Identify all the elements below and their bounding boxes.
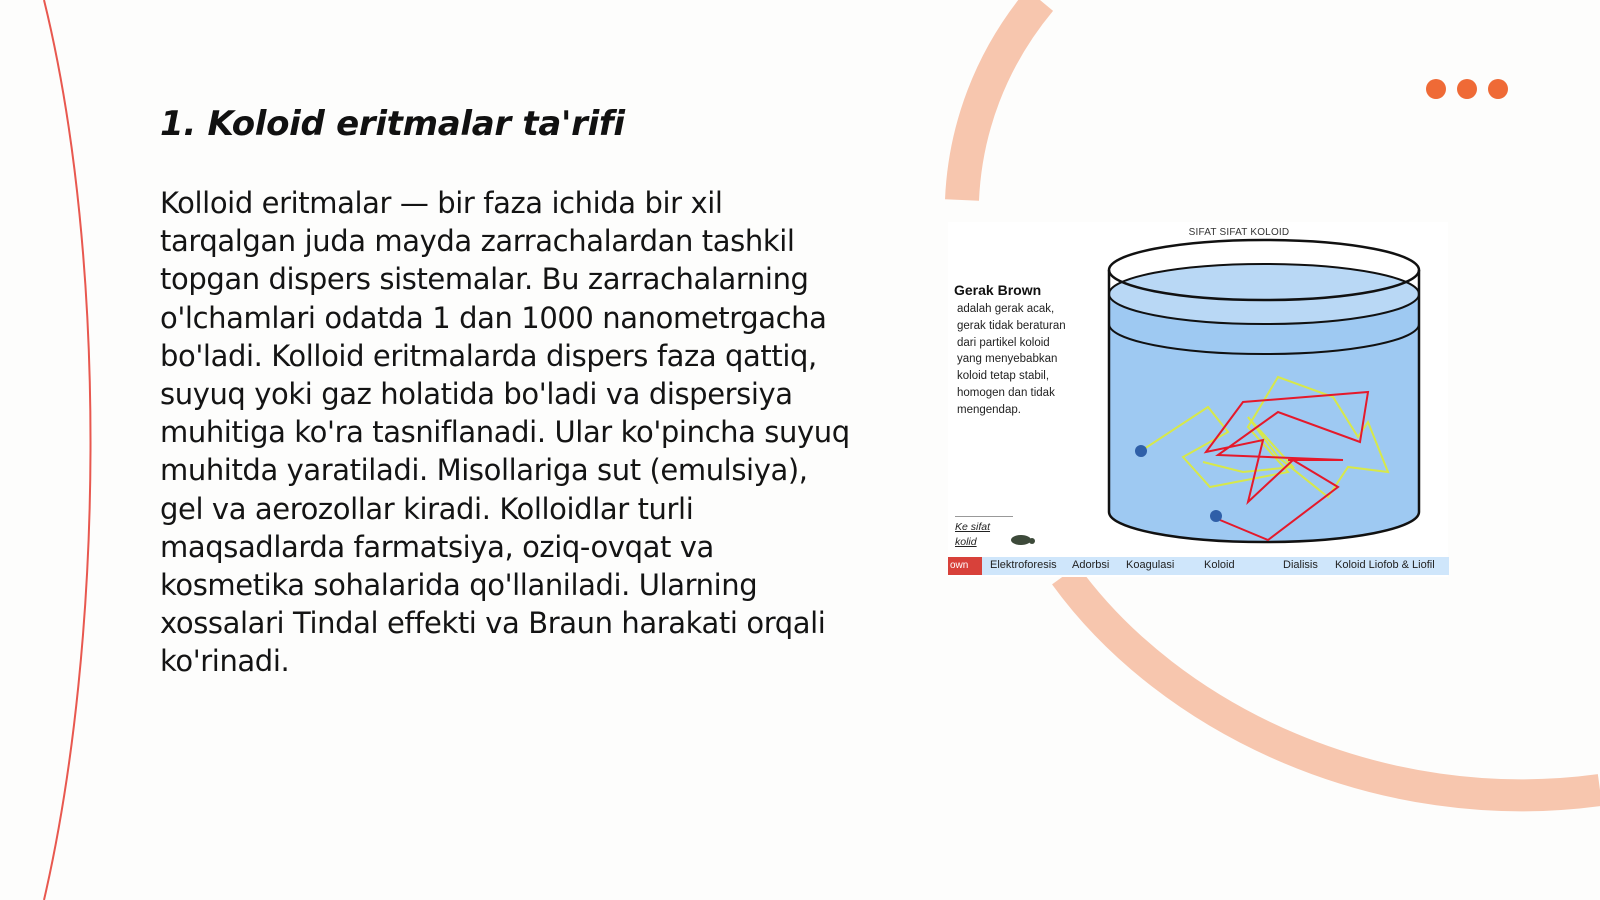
figure-side-text: adalah gerak acak, gerak tidak beraturan dari partikel koloid yang menyebabkan koloid tetap stabil, homogen dan tidak mengendap. xyxy=(957,303,1066,416)
brownian-motion-figure xyxy=(948,222,1448,577)
turtle-icon xyxy=(1008,532,1036,546)
bottom-arc-decoration xyxy=(1065,575,1600,795)
orange-dot-icon xyxy=(1426,79,1446,99)
left-red-curve xyxy=(44,0,91,900)
slide-title: 1. Koloid eritmalar ta'rifi xyxy=(160,104,625,144)
figure-tab-bar xyxy=(948,557,1449,575)
tab-koloid[interactable]: Koloid xyxy=(1204,559,1235,571)
tab-koloid-liofob-liofil[interactable]: Koloid Liofob & Liofil xyxy=(1335,559,1435,571)
beaker-illustration xyxy=(948,222,1448,557)
tab-elektroforesis[interactable]: Elektroforesis xyxy=(990,559,1057,571)
particle-icon xyxy=(1135,445,1147,457)
particle-icon xyxy=(1210,510,1222,522)
tab-adorbsi[interactable]: Adorbsi xyxy=(1072,559,1110,571)
tab-own[interactable]: own xyxy=(948,557,982,575)
figure-heading: SIFAT SIFAT KOLOID xyxy=(1188,227,1290,238)
figure-link[interactable]: Ke sifat kolid xyxy=(955,516,1013,550)
orange-dot-icon xyxy=(1457,79,1477,99)
top-arc-decoration xyxy=(962,0,1040,200)
tab-dialisis[interactable]: Dialisis xyxy=(1283,559,1318,571)
orange-dots xyxy=(1426,79,1508,99)
orange-dot-icon xyxy=(1488,79,1508,99)
water-surface xyxy=(1109,264,1419,324)
figure-side-title: Gerak Brown xyxy=(954,282,1042,298)
tab-koagulasi[interactable]: Koagulasi xyxy=(1126,559,1175,571)
slide-body-text: Kolloid eritmalar — bir faza ichida bir xil tarqalgan juda mayda zarrachalardan tashkil topgan dispers sistemalar. Bu zarrachalarning o'lchamlari odatda 1 dan 1000 nanometrgacha bo'ladi. Kolloid eritmalarda dispers faza qattiq, suyuq yoki gaz holatida bo'ladi va dispersiya muhitiga ko'ra tasniflanadi. Ular ko'pincha suyuq muhitda yaratiladi. Misollariga sut (emulsiya), gel va aerozollar kiradi. Kolloidlar turli maqsadlarda farmatsiya, oziq-ovqat va kosmetika sohalarida qo'llaniladi. Ularning xossalari Tindal effekti va Braun harakati orqali ko'rinadi. xyxy=(160,186,850,679)
beaker-water xyxy=(1109,294,1419,542)
